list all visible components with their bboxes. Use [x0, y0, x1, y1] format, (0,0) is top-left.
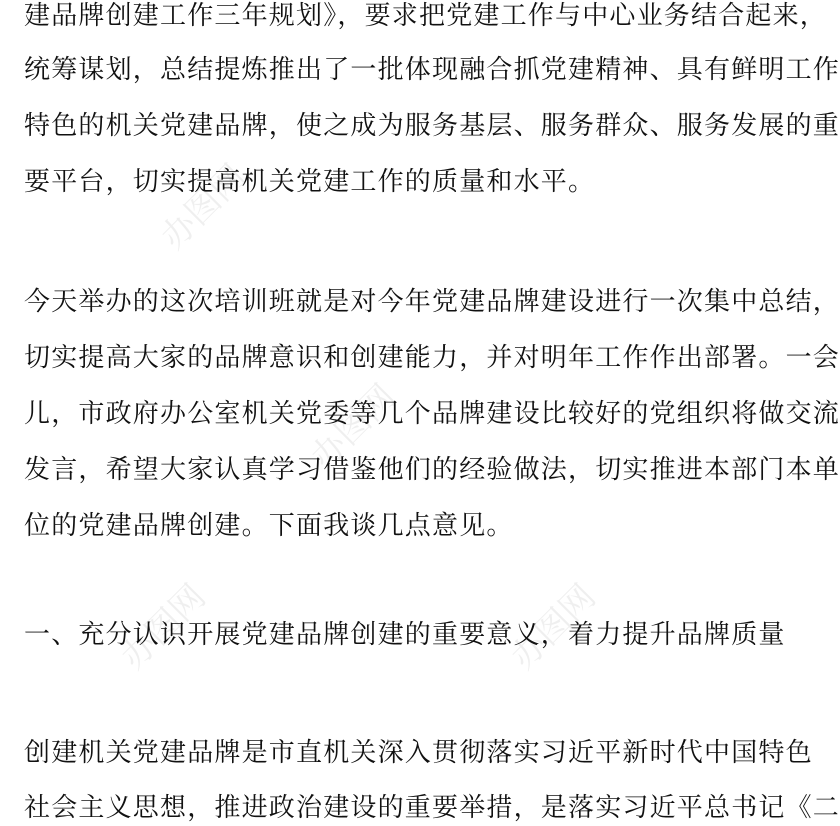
paragraph-line: 要平台，切实提高机关党建工作的质量和水平。 [24, 167, 596, 197]
watermark: 办图网 [153, 156, 254, 258]
paragraph-line: 位的党建品牌创建。下面我谈几点意见。 [24, 511, 514, 541]
paragraph-line: 社会主义思想，推进政治建设的重要举措，是落实习近平总书记《二 [24, 793, 840, 823]
paragraph-line: 特色的机关党建品牌，使之成为服务基层、服务群众、服务发展的重 [24, 111, 840, 141]
paragraph-line: 建品牌创建工作三年规划》，要求把党建工作与中心业务结合起来， [24, 1, 828, 31]
paragraph-line: 儿，市政府办公室机关党委等几个品牌建设比较好的党组织将做交流 [24, 399, 840, 429]
paragraph-line: 创建机关党建品牌是市直机关深入贯彻落实习近平新时代中国特色 [24, 738, 813, 768]
watermark: 办图网 [503, 576, 604, 678]
section-heading: 一、充分认识开展党建品牌创建的重要意义，着力提升品牌质量 [24, 620, 786, 650]
paragraph-line: 发言，希望大家认真学习借鉴他们的经验做法，切实推进本部门本单 [24, 455, 840, 485]
paragraph-line: 今天举办的这次培训班就是对今年党建品牌建设进行一次集中总结， [24, 287, 840, 317]
paragraph-line: 切实提高大家的品牌意识和创建能力，并对明年工作作出部署。一会 [24, 343, 840, 373]
watermark: 办图网 [303, 376, 404, 478]
watermark: 办图网 [113, 576, 214, 678]
paragraph-line: 统筹谋划，总结提炼推出了一批体现融合抓党建精神、具有鲜明工作 [24, 55, 840, 85]
